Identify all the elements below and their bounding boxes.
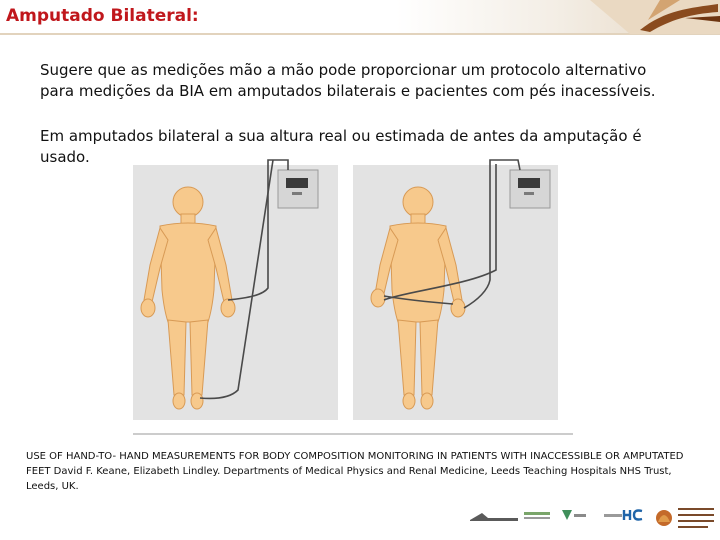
right-patient-panel: [353, 160, 558, 420]
hc-logo: [620, 504, 646, 526]
partner-logo-2: [522, 508, 552, 524]
university-logo: [654, 500, 718, 536]
hand-to-hand-measurement-illustration: [128, 150, 578, 440]
device-display: [286, 178, 308, 188]
page-title: Amputado Bilateral:: [6, 6, 199, 26]
device-display: [518, 178, 540, 188]
decorative-corner-graphic: [570, 0, 720, 34]
bia-device: [510, 170, 550, 208]
institution-logos: [462, 496, 720, 540]
left-patient-panel: [133, 160, 338, 420]
intro-paragraph: Sugere que as medições mão a mão pode proporcionar um protocolo alternativo para medições da BIA em amputados bilaterais e pacientes com pés inacessíveis.: [40, 61, 656, 100]
partner-logo-1: [468, 510, 520, 524]
partner-logo-3: [558, 506, 588, 526]
bia-device: [278, 170, 318, 208]
height-paragraph: Em amputados bilateral a sua altura real ou estimada de antes da amputação é usado.: [40, 127, 642, 166]
reference-citation: USE OF HAND-TO- HAND MEASUREMENTS FOR BODY COMPOSITION MONITORING IN PATIENTS WITH INACCESSIBLE OR AMPUTATED FEET David F. Keane, Elizabeth Lindley. Departments of Medical Physics and Renal Medicine, Leeds Teaching Hospitals NHS Trust, Leeds, UK.: [26, 451, 684, 492]
title-bar: [0, 0, 720, 34]
